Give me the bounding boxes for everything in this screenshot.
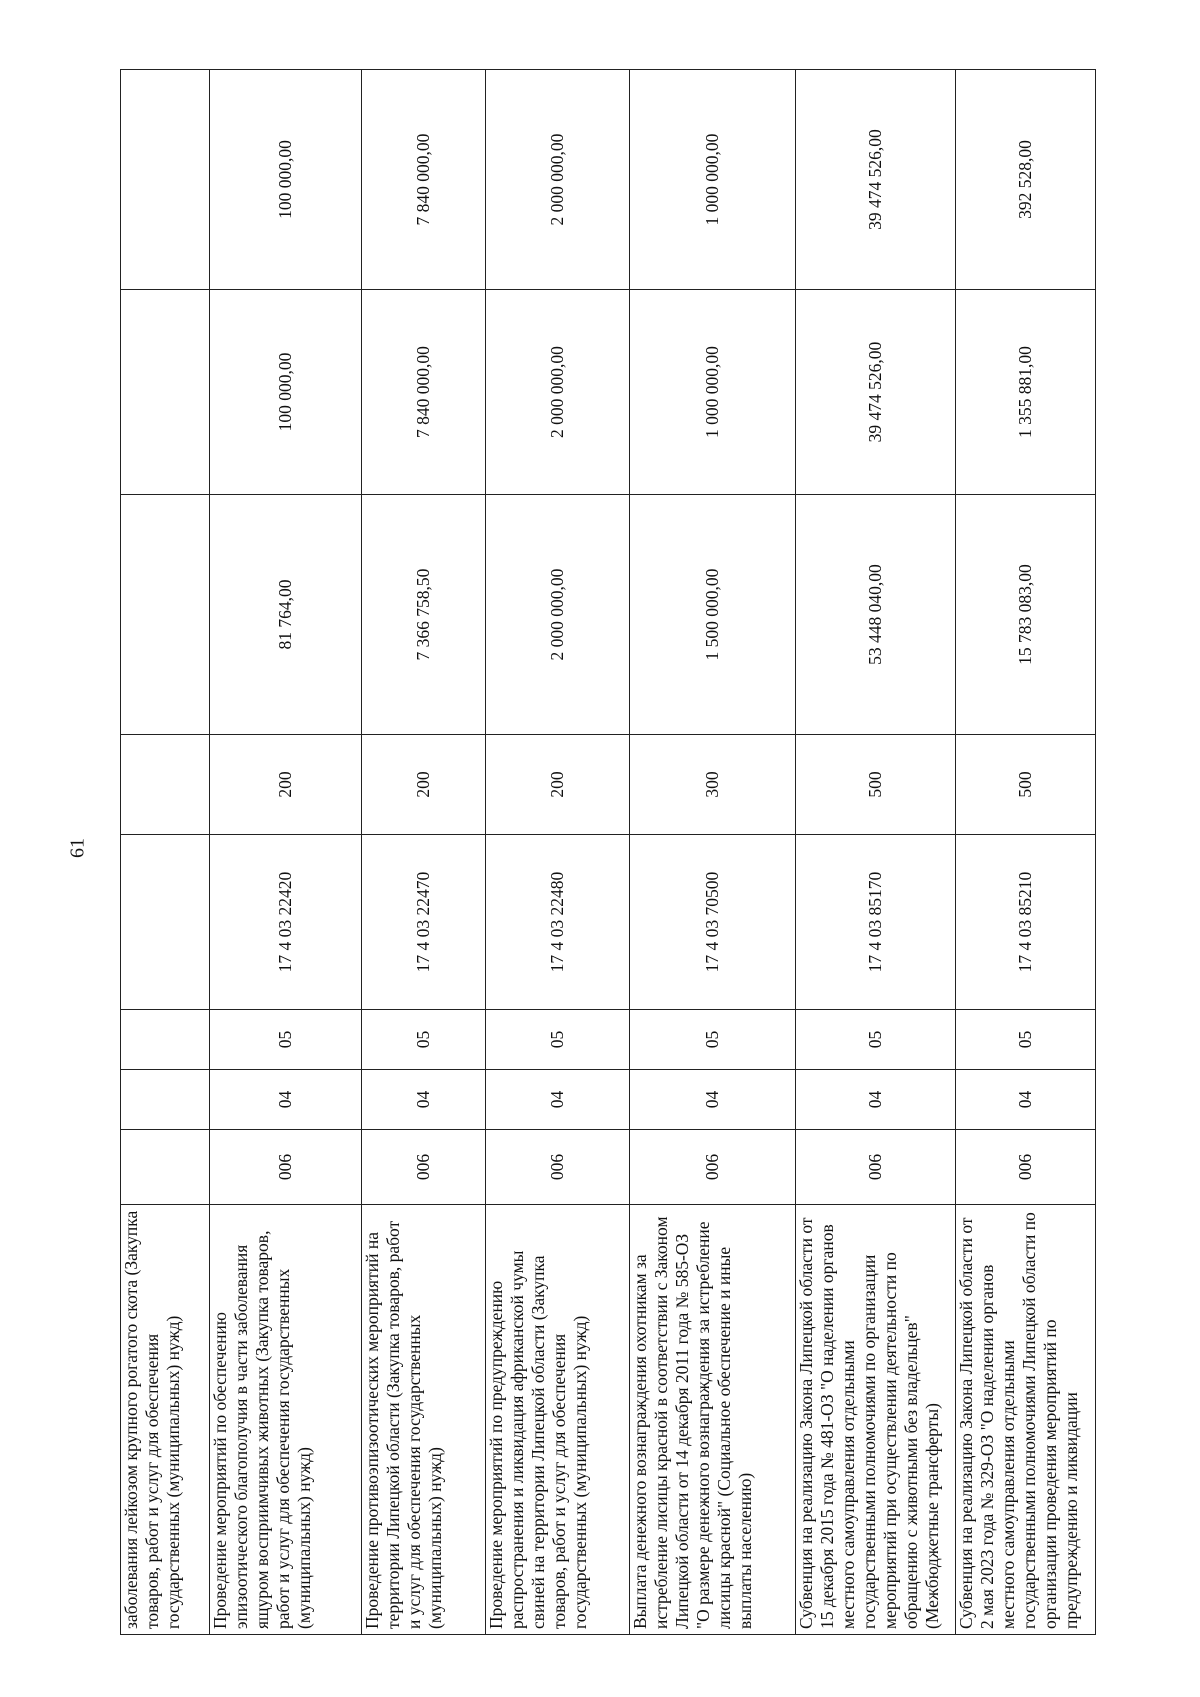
expense-type-cell: 500 xyxy=(796,735,956,835)
table-row xyxy=(362,70,486,1635)
target-article-cell xyxy=(121,835,210,1010)
subsection-code-cell: 05 xyxy=(956,1010,1096,1070)
target-article-cell: 17 4 03 85210 xyxy=(956,835,1096,1010)
row-name-cell: Проведение мероприятий по предупреждению распространения и ликвидация африканской чумы свиней на территории Липецкой области (Закупка товаров, работ и услуг для обеспечения государственных (муниципальных) нужд) xyxy=(486,1205,630,1635)
expense-type-cell: 200 xyxy=(486,735,630,835)
row-name-cell: Субвенция на реализацию Закона Липецкой области от 2 мая 2023 года № 329-ОЗ "О наделении органов местного самоуправления отдельными государственными полномочиями Липецкой области по организации проведения мероприятий по предупреждению и ликвидации xyxy=(956,1205,1096,1635)
row-name-cell: Проведение мероприятий по обеспечению эпизоотического благополучия в части заболевания ящуром восприимчивых животных (Закупка товаров, работ и услуг для обеспечения государственных (муниципальных) нужд) xyxy=(210,1205,362,1635)
expense-type-cell: 300 xyxy=(630,735,796,835)
table-row xyxy=(210,70,362,1635)
ved-code-cell: 006 xyxy=(362,1130,486,1205)
table-row xyxy=(486,70,630,1635)
subsection-code-cell: 05 xyxy=(486,1010,630,1070)
amount-year-2-cell: 100 000,00 xyxy=(210,290,362,495)
table-body xyxy=(121,70,1096,1635)
section-code-cell: 04 xyxy=(796,1070,956,1130)
target-article-cell: 17 4 03 70500 xyxy=(630,835,796,1010)
table-row xyxy=(121,70,210,1635)
amount-year-3-cell: 2 000 000,00 xyxy=(486,70,630,290)
target-article-cell: 17 4 03 85170 xyxy=(796,835,956,1010)
amount-year-1-cell: 53 448 040,00 xyxy=(796,495,956,735)
section-code-cell: 04 xyxy=(956,1070,1096,1130)
target-article-cell: 17 4 03 22470 xyxy=(362,835,486,1010)
ved-code-cell: 006 xyxy=(956,1130,1096,1205)
amount-year-2-cell: 1 355 881,00 xyxy=(956,290,1096,495)
amount-year-1-cell xyxy=(121,495,210,735)
amount-year-3-cell: 1 000 000,00 xyxy=(630,70,796,290)
target-article-cell: 17 4 03 22480 xyxy=(486,835,630,1010)
amount-year-1-cell: 15 783 083,00 xyxy=(956,495,1096,735)
section-code-cell: 04 xyxy=(362,1070,486,1130)
amount-year-3-cell: 392 528,00 xyxy=(956,70,1096,290)
subsection-code-cell: 05 xyxy=(362,1010,486,1070)
section-code-cell xyxy=(121,1070,210,1130)
amount-year-3-cell: 100 000,00 xyxy=(210,70,362,290)
amount-year-2-cell xyxy=(121,290,210,495)
amount-year-3-cell: 7 840 000,00 xyxy=(362,70,486,290)
budget-table xyxy=(120,69,1096,1635)
ved-code-cell xyxy=(121,1130,210,1205)
expense-type-cell: 500 xyxy=(956,735,1096,835)
amount-year-3-cell: 39 474 526,00 xyxy=(796,70,956,290)
amount-year-2-cell: 1 000 000,00 xyxy=(630,290,796,495)
row-name-cell: Проведение противоэпизоотических мероприятий на территории Липецкой области (Закупка товаров, работ и услуг для обеспечения государственных (муниципальных) нужд) xyxy=(362,1205,486,1635)
amount-year-1-cell: 2 000 000,00 xyxy=(486,495,630,735)
subsection-code-cell: 05 xyxy=(210,1010,362,1070)
subsection-code-cell xyxy=(121,1010,210,1070)
amount-year-1-cell: 1 500 000,00 xyxy=(630,495,796,735)
amount-year-2-cell: 7 840 000,00 xyxy=(362,290,486,495)
amount-year-1-cell: 81 764,00 xyxy=(210,495,362,735)
ved-code-cell: 006 xyxy=(796,1130,956,1205)
amount-year-2-cell: 2 000 000,00 xyxy=(486,290,630,495)
amount-year-1-cell: 7 366 758,50 xyxy=(362,495,486,735)
amount-year-3-cell xyxy=(121,70,210,290)
table-row xyxy=(796,70,956,1635)
target-article-cell: 17 4 03 22420 xyxy=(210,835,362,1010)
section-code-cell: 04 xyxy=(486,1070,630,1130)
row-name-cell: Выплата денежного вознаграждения охотникам за истребление лисицы красной в соответствии с Законом Липецкой области от 14 декабря 2011 года № 585-ОЗ "О размере денежного вознаграждения за истребление лисицы красной" (Социальное обеспечение и иные выплаты населению) xyxy=(630,1205,796,1635)
table-row xyxy=(956,70,1096,1635)
ved-code-cell: 006 xyxy=(630,1130,796,1205)
rotated-table-container xyxy=(120,70,1095,1635)
table-row xyxy=(630,70,796,1635)
ved-code-cell: 006 xyxy=(486,1130,630,1205)
row-name-cell: заболевания лейкозом крупного рогатого скота (Закупка товаров, работ и услуг для обеспечения государственных (муниципальных) нужд) xyxy=(121,1205,210,1635)
expense-type-cell: 200 xyxy=(210,735,362,835)
expense-type-cell: 200 xyxy=(362,735,486,835)
ved-code-cell: 006 xyxy=(210,1130,362,1205)
section-code-cell: 04 xyxy=(210,1070,362,1130)
amount-year-2-cell: 39 474 526,00 xyxy=(796,290,956,495)
section-code-cell: 04 xyxy=(630,1070,796,1130)
page-number: 61 xyxy=(66,838,89,858)
row-name-cell: Субвенция на реализацию Закона Липецкой области от 15 декабря 2015 года № 481-ОЗ "О наделении органов местного самоуправления отдельными государственными полномочиями по организации мероприятий при осуществлении деятельности по обращению с животными без владельцев" (Межбюджетные трансферты) xyxy=(796,1205,956,1635)
expense-type-cell xyxy=(121,735,210,835)
subsection-code-cell: 05 xyxy=(796,1010,956,1070)
subsection-code-cell: 05 xyxy=(630,1010,796,1070)
